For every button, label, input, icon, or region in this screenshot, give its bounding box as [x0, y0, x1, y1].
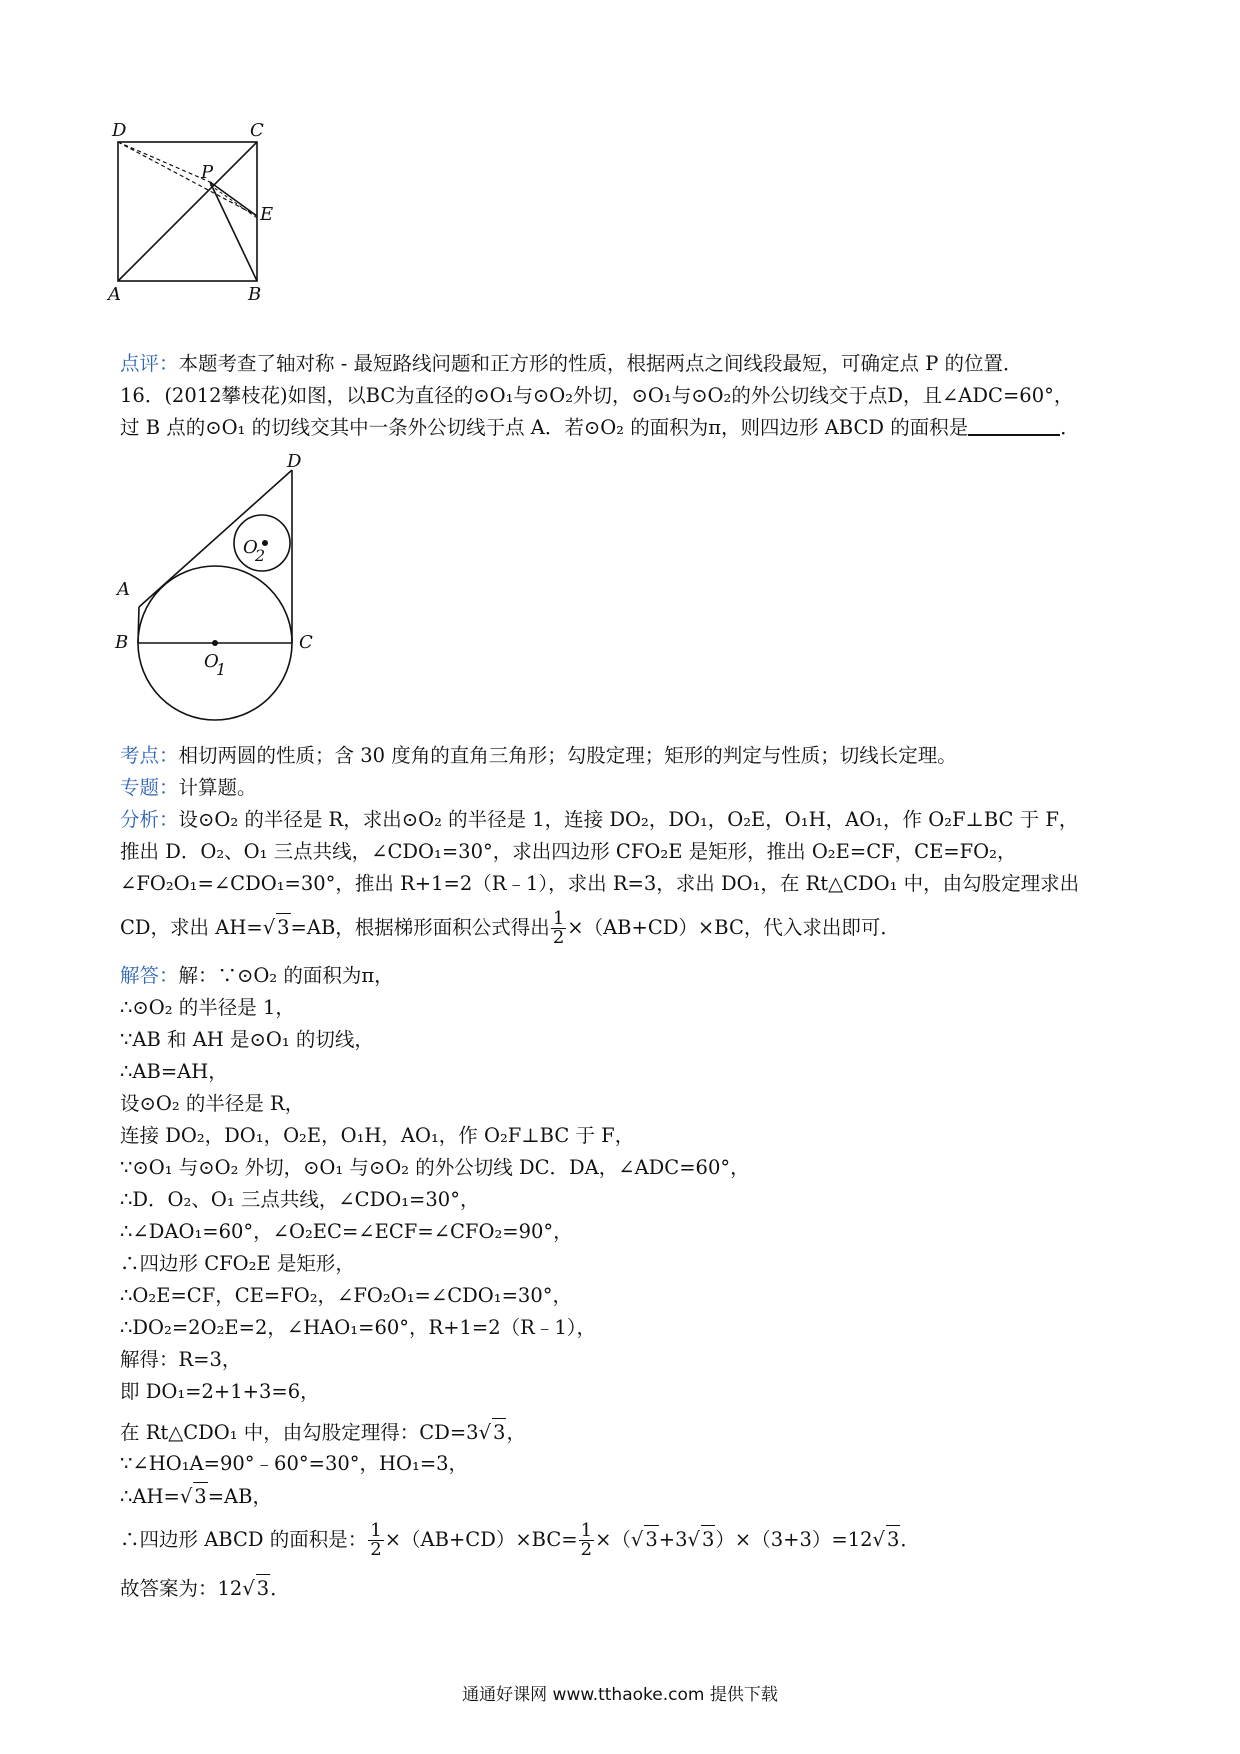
- square-figure: [110, 120, 330, 335]
- fenxi-line-3: ∠FO₂O₁=∠CDO₁=30°，推出 R+1=2（R﹣1），求出 R=3，求出 DO₁，在 Rt△CDO₁ 中，由勾股定理求出: [120, 872, 1080, 895]
- fenxi-frac-num: 1: [552, 908, 565, 929]
- jieda-answer-line: 故答案为：12√ 3．: [120, 1574, 290, 1603]
- jieda-line: 解得：R=3，: [120, 1348, 242, 1371]
- jieda-label: 解答：: [120, 964, 179, 987]
- label-o1-sub: 1: [216, 660, 227, 679]
- fenxi-4-sqrt: 3: [276, 913, 290, 942]
- fenxi-frac-den: 2: [552, 927, 565, 948]
- answer-b: ．: [270, 1577, 290, 1600]
- area-sqrt2: 3: [701, 1525, 715, 1554]
- jieda-line: ∴∠DAO₁=60°，∠O₂EC=∠ECF=∠CFO₂=90°，: [120, 1220, 573, 1243]
- label-c: C: [250, 120, 264, 141]
- dashed-de: [118, 142, 257, 216]
- segment-pb: [210, 182, 257, 281]
- fenxi-text-1: 设⊙O₂ 的半径是 R，求出⊙O₂ 的半径是 1，连接 DO₂，DO₁，O₂E，O₁H，AO₁，作 O₂F⊥BC 于 F，: [178, 808, 1079, 831]
- area-c: ×（: [595, 1528, 631, 1551]
- fenxi-line-1: [120, 806, 1078, 834]
- jieda-line: ∴O₂E=CF，CE=FO₂，∠FO₂O₁=∠CDO₁=30°，: [120, 1284, 572, 1307]
- answer-sqrt: 3: [256, 1574, 270, 1603]
- tangent-ab: [138, 607, 139, 643]
- area-a: ∴四边形 ABCD 的面积是：: [120, 1528, 368, 1551]
- label-d2: D: [287, 451, 302, 472]
- ah-a: ∴AH=: [120, 1485, 180, 1508]
- label-c2: C: [299, 632, 313, 653]
- jieda-area-line: ∴四边形 ABCD 的面积是： $\frac{1}{2}$ ×（AB+CD）×BC= $\frac{1}{2}$ ×（√ 3+3√ 3）×（3+3）=12√ 3．: [120, 1520, 920, 1560]
- problem-line-2-text: 过 B 点的⊙O₁ 的切线交其中一条外公切线于点 A．若⊙O₂ 的面积为π，则四边形 ABCD 的面积是: [120, 416, 969, 439]
- label-d: D: [112, 120, 127, 141]
- area-frac1-num: 1: [370, 1520, 382, 1541]
- jieda-cd-line: 在 Rt△CDO₁ 中，由勾股定理得：CD=3√ 3，: [120, 1418, 526, 1447]
- ah-sqrt: 3: [193, 1482, 207, 1511]
- kaodian-text: 相切两圆的性质；含 30 度角的直角三角形；勾股定理；矩形的判定与性质；切线长定理。: [178, 744, 957, 767]
- diagonal-ac: [118, 142, 257, 281]
- label-o1: O: [204, 651, 219, 672]
- jieda-line: ∴DO₂=2O₂E=2，∠HAO₁=60°，R+1=2（R﹣1），: [120, 1316, 597, 1339]
- fenxi-label: 分析：: [120, 808, 179, 831]
- problem-line-2-end: ．: [1060, 416, 1080, 439]
- ah-b: =AB，: [207, 1485, 272, 1508]
- jieda-line: ∴四边形 CFO₂E 是矩形，: [120, 1252, 355, 1275]
- jieda-line-first: [120, 962, 394, 990]
- answer-blank: [968, 416, 1060, 436]
- area-sqrt3: 3: [886, 1525, 900, 1554]
- label-a2: A: [117, 579, 130, 600]
- comment-label: 点评：: [120, 352, 179, 375]
- jieda-line: ∴⊙O₂ 的半径是 1，: [120, 996, 295, 1019]
- segment-pe: [210, 182, 257, 216]
- comment-line: [120, 350, 1023, 378]
- jieda-line: 设⊙O₂ 的半径是 R，: [120, 1092, 305, 1115]
- jieda-line: 连接 DO₂，DO₁，O₂E，O₁H，AO₁，作 O₂F⊥BC 于 F，: [120, 1124, 635, 1147]
- cd-b: ，: [506, 1421, 526, 1444]
- label-e: E: [260, 204, 274, 225]
- area-sqrt1: 3: [644, 1525, 658, 1554]
- jieda-line: ∵AB 和 AH 是⊙O₁ 的切线，: [120, 1028, 374, 1051]
- answer-a: 故答案为：12: [120, 1577, 243, 1600]
- jieda-line: 即 DO₁=2+1+3=6，: [120, 1380, 320, 1403]
- comment-text: 本题考查了轴对称 - 最短路线问题和正方形的性质，根据两点之间线段最短，可确定点 P 的位置．: [178, 352, 1023, 375]
- jieda-line: ∴D．O₂、O₁ 三点共线，∠CDO₁=30°，: [120, 1188, 480, 1211]
- tangent-ad: [139, 470, 292, 607]
- area-frac2-num: 1: [580, 1520, 593, 1541]
- area-d: +3: [658, 1528, 688, 1551]
- fenxi-line-4: CD，求出 AH=√ 3=AB，根据梯形面积公式得出 $\frac{1}{2}$ ×（AB+CD）×BC，代入求出即可．: [120, 908, 900, 948]
- label-a: A: [108, 284, 121, 305]
- jieda-line: ∴AB=AH，: [120, 1060, 228, 1083]
- label-o2: O: [243, 537, 258, 558]
- dashed-pe: [210, 185, 257, 218]
- fenxi-4b: =AB，根据梯形面积公式得出: [290, 916, 550, 939]
- problem-line-2: [120, 414, 1080, 442]
- area-b: ×（AB+CD）×BC=: [384, 1528, 578, 1551]
- area-f: ．: [900, 1528, 920, 1551]
- fenxi-fraction: [551, 910, 566, 947]
- footer: 通通好课网 www.tthaoke.com 提供下载: [462, 1685, 778, 1705]
- circles-figure: [115, 451, 345, 730]
- area-frac1-den: 2: [370, 1539, 382, 1560]
- label-o2-sub: 2: [255, 546, 266, 565]
- jieda-ah-line: ∴AH=√ 3=AB，: [120, 1482, 272, 1511]
- fenxi-4c: ×（AB+CD）×BC，代入求出即可．: [567, 916, 900, 939]
- area-fraction-2: [579, 1522, 594, 1559]
- label-b: B: [248, 284, 262, 305]
- zhuanti-text: 计算题。: [178, 776, 257, 799]
- kaodian-label: 考点：: [120, 744, 179, 767]
- zhuanti-line: [120, 774, 257, 802]
- area-frac2-den: 2: [580, 1539, 593, 1560]
- cd-sqrt: 3: [492, 1418, 506, 1447]
- zhuanti-label: 专题：: [120, 776, 179, 799]
- center-o1-dot: [212, 640, 218, 646]
- jieda-first: 解：∵⊙O₂ 的面积为π，: [178, 964, 394, 987]
- cd-a: 在 Rt△CDO₁ 中，由勾股定理得：CD=3: [120, 1421, 479, 1444]
- fenxi-4a: CD，求出 AH=: [120, 916, 263, 939]
- area-e: ）×（3+3）=12: [715, 1528, 873, 1551]
- label-b2: B: [115, 632, 129, 653]
- jieda-ho-line: ∵∠HO₁A=90°﹣60°=30°，HO₁=3，: [120, 1452, 469, 1475]
- kaodian-line: [120, 742, 957, 770]
- jieda-line: ∵⊙O₁ 与⊙O₂ 外切，⊙O₁ 与⊙O₂ 的外公切线 DC．DA，∠ADC=60°，: [120, 1156, 750, 1179]
- fenxi-line-2: 推出 D．O₂、O₁ 三点共线，∠CDO₁=30°，求出四边形 CFO₂E 是矩形，推出 O₂E=CF，CE=FO₂，: [120, 840, 1017, 863]
- area-fraction-1: [368, 1522, 383, 1559]
- dashed-dp: [118, 142, 210, 182]
- label-p: P: [201, 162, 214, 183]
- problem-line-1: 16．(2012攀枝花)如图，以BC为直径的⊙O₁与⊙O₂外切，⊙O₁与⊙O₂的外公切线交于点D，且∠ADC=60°，: [120, 384, 1074, 407]
